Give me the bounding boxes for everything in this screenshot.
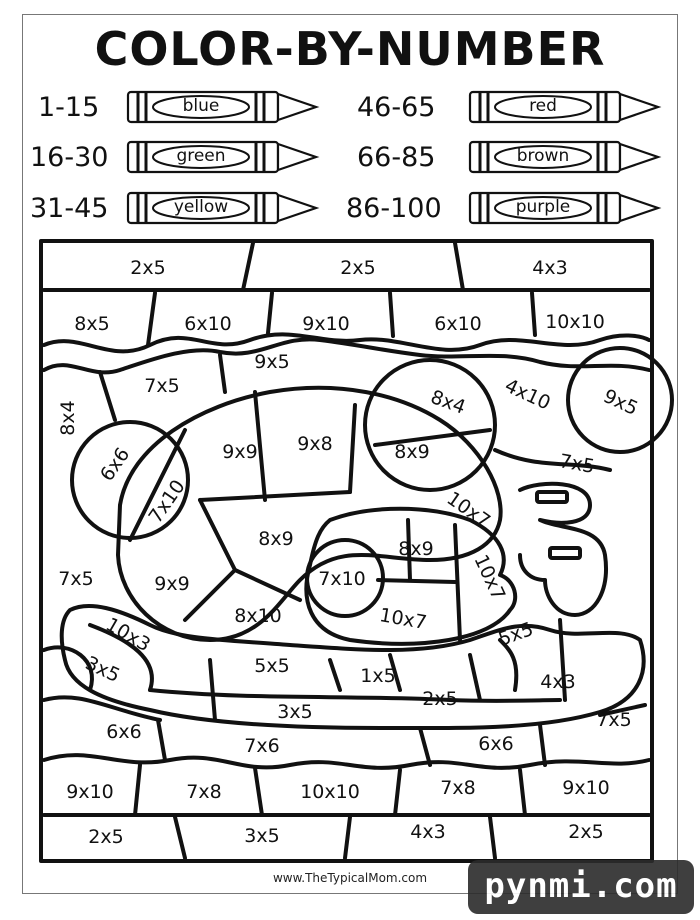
crayon-label: blue — [182, 96, 220, 116]
cell-label: 7x5 — [557, 450, 597, 478]
cell-label: 3x5 — [81, 652, 124, 688]
cell-label: 9x9 — [154, 573, 190, 595]
cell-label: 6x6 — [95, 443, 135, 486]
mini-crayon — [550, 548, 580, 558]
cell-label: 2x5 — [422, 688, 458, 710]
region-border — [185, 570, 235, 620]
cell-label: 9x5 — [254, 351, 290, 373]
cell-label: 9x10 — [66, 781, 114, 803]
shell-spot — [365, 360, 495, 490]
region-border — [220, 355, 225, 392]
cell-label: 2x5 — [568, 821, 604, 843]
region-border — [378, 580, 455, 582]
cell-label: 8x4 — [427, 385, 469, 419]
cell-label: 4x3 — [410, 821, 446, 843]
cell-label: 7x5 — [58, 568, 94, 590]
region-border — [175, 817, 185, 858]
cell-label: 8x9 — [394, 441, 430, 463]
cell-label: 2x5 — [340, 257, 376, 279]
watermark-text: pynmi.com — [484, 866, 678, 906]
region-border — [100, 372, 115, 420]
key-range-6: 86-100 — [346, 193, 442, 224]
crayon-label: yellow — [173, 197, 229, 217]
region-border — [148, 293, 155, 345]
region-border — [330, 660, 340, 690]
watermark-badge — [468, 860, 694, 914]
cell-label: 2x5 — [130, 257, 166, 279]
key-range-4: 46-65 — [357, 92, 436, 123]
cell-label: 8x9 — [398, 538, 434, 560]
region-border — [243, 243, 253, 290]
crayon-label: brown — [516, 146, 570, 166]
cell-label: 8x9 — [258, 528, 294, 550]
cell-label: 6x6 — [106, 721, 142, 743]
cell-label: 9x9 — [222, 441, 258, 463]
cell-label: 9x10 — [302, 313, 350, 335]
cell-label: 10x10 — [545, 311, 605, 333]
key-range-2: 16-30 — [30, 142, 109, 173]
region-border — [390, 293, 393, 336]
cell-label: 3x5 — [277, 701, 313, 723]
cell-label: 10x3 — [101, 613, 155, 657]
region-border — [44, 755, 649, 768]
cell-label: 5x5 — [254, 655, 290, 677]
footer-website: www.TheTypicalMom.com — [272, 871, 428, 885]
cell-label: 7x8 — [440, 777, 476, 799]
cell-label: 5x5 — [495, 617, 537, 651]
cell-label: 9x8 — [297, 433, 333, 455]
cell-label: 7x5 — [144, 375, 180, 397]
cell-label: 10x7 — [377, 604, 429, 635]
region-border — [345, 817, 350, 858]
cell-label: 10x10 — [300, 781, 360, 803]
region-border — [135, 765, 140, 815]
cell-label: 7x10 — [144, 475, 190, 528]
key-range-1: 1-15 — [38, 92, 100, 123]
cell-label: 7x10 — [318, 568, 366, 590]
cell-label: 6x6 — [478, 733, 514, 755]
region-border — [255, 768, 262, 815]
region-border — [375, 430, 490, 445]
region-border — [455, 243, 463, 290]
cell-label: 7x5 — [596, 709, 632, 731]
cell-label: 2x5 — [88, 826, 124, 848]
region-border — [350, 405, 355, 492]
cell-label: 3x5 — [244, 825, 280, 847]
cell-label: 10x7 — [469, 551, 510, 604]
key-range-3: 31-45 — [30, 193, 109, 224]
cell-label: 9x10 — [562, 777, 610, 799]
region-border — [420, 728, 430, 765]
region-border — [210, 660, 215, 720]
cell-label: 6x10 — [434, 313, 482, 335]
cell-label: 8x5 — [74, 313, 110, 335]
region-border — [235, 570, 300, 600]
cell-label: 9x5 — [599, 385, 642, 421]
crayon-label: red — [529, 96, 557, 116]
crayon-label: green — [176, 146, 226, 166]
region-border — [268, 293, 272, 333]
cell-label: 7x8 — [186, 781, 222, 803]
cell-label: 8x4 — [57, 400, 79, 436]
region-border — [532, 293, 535, 335]
region-border — [200, 492, 350, 500]
cell-label: 7x6 — [244, 735, 280, 757]
cell-label: 4x3 — [540, 671, 576, 693]
region-border — [455, 525, 460, 640]
region-border — [520, 770, 525, 815]
crayon-label: purple — [515, 197, 571, 217]
region-border — [540, 725, 545, 765]
key-range-5: 66-85 — [357, 142, 436, 173]
cell-label: 1x5 — [360, 665, 396, 687]
cell-label: 4x10 — [501, 374, 554, 415]
region-border — [395, 770, 400, 815]
region-border — [490, 817, 495, 858]
cell-label: 8x10 — [234, 605, 282, 627]
region-border — [470, 655, 480, 700]
cell-label: 4x3 — [532, 257, 568, 279]
cell-label: 6x10 — [184, 313, 232, 335]
region-border — [200, 500, 235, 570]
cell-label: 10x7 — [442, 487, 495, 533]
mini-crayon — [537, 492, 567, 502]
region-border — [158, 720, 165, 760]
page-title: COLOR-BY-NUMBER — [94, 22, 606, 76]
